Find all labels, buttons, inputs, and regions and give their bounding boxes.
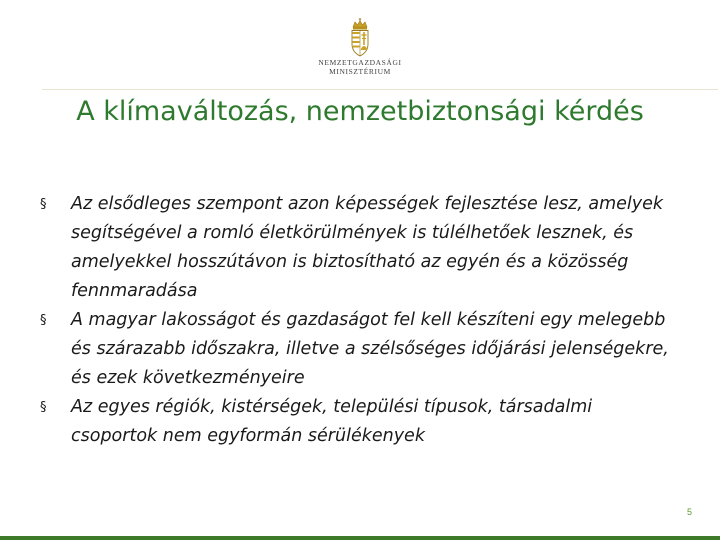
bullet-item [40, 393, 680, 451]
bullet-item [40, 306, 680, 393]
bullet-item [40, 190, 680, 306]
bullet-marker: § [40, 400, 47, 415]
bullet-text: Az egyes régiók, kistérségek, települési típusok, társadalmi csoportok nem egyformán sérülékenyek [71, 397, 593, 446]
coat-of-arms-icon [348, 18, 372, 58]
bullet-marker: § [40, 197, 47, 212]
bullet-list [40, 190, 680, 451]
page-number: 5 [686, 507, 692, 517]
ministry-logo [310, 18, 410, 84]
bullet-marker: § [40, 313, 47, 328]
bullet-text: Az elsődleges szempont azon képességek fejlesztése lesz, amelyek segítségével a romló életkörülmények is túlélhetőek lesznek, és amelyekkel hosszútávon is biztosítható az egyén és a közösség fennmaradása [71, 194, 664, 301]
bullet-text: A magyar lakosságot és gazdaságot fel kell készíteni egy melegebb és szárazabb időszakra, illetve a szélsőséges időjárási jelenségekre, és ezek következményeire [71, 310, 669, 388]
slide-title: A klímaváltozás, nemzetbiztonsági kérdés [76, 96, 644, 127]
ministry-name-line1: NEMZETGAZDASÁGI [318, 58, 402, 67]
ministry-name-line2: MINISZTÉRIUM [329, 67, 391, 76]
footer-bar [0, 536, 720, 540]
